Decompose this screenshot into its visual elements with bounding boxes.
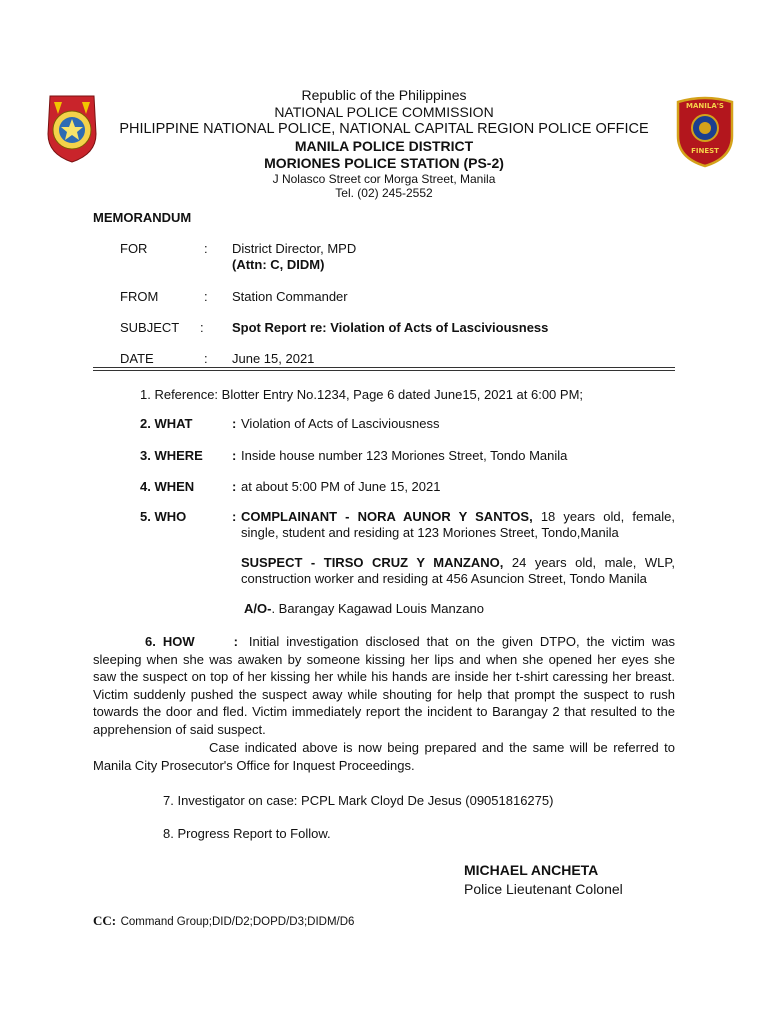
progress-line: 8. Progress Report to Follow. xyxy=(163,826,331,841)
header-tel: Tel. (02) 245-2552 xyxy=(335,186,433,200)
how-paragraph xyxy=(93,633,675,738)
signatory-rank: Police Lieutenant Colonel xyxy=(464,881,623,897)
from-label: FROM xyxy=(120,289,159,304)
header-address: J Nolasco Street cor Morga Street, Manila xyxy=(272,172,496,186)
complainant-desc: 18 years old, female, single, student and residing at 123 Moriones Street, Tondo,Manila xyxy=(241,509,675,540)
suspect-desc: 24 years old, male, WLP, construction worker and residing at 456 Asuncion Street, Tondo Manila xyxy=(241,555,675,586)
what-value: Violation of Acts of Lasciviousness xyxy=(241,416,440,431)
cc-line xyxy=(93,912,354,930)
when-colon: : xyxy=(232,479,237,494)
subject-colon: : xyxy=(200,320,204,335)
for-label: FOR xyxy=(120,241,148,256)
complainant-label: COMPLAINANT - xyxy=(241,509,350,524)
divider-top xyxy=(93,367,675,368)
for-colon: : xyxy=(204,241,208,256)
from-colon: : xyxy=(204,289,208,304)
complainant-name: NORA AUNOR Y SANTOS, xyxy=(357,509,533,524)
suspect-name: TIRSO CRUZ Y MANZANO, xyxy=(323,555,504,570)
where-label: 3. WHERE xyxy=(140,448,203,463)
investigator-line: 7. Investigator on case: PCPL Mark Cloyd De Jesus (09051816275) xyxy=(163,793,554,808)
suspect-block xyxy=(241,555,675,587)
how-text: Initial investigation disclosed that on the given DTPO, the victim was sleeping when she was awaken by someone kissing her lips and when she opened her eyes she saw the suspect on top of her kissing her while his hands are inside her t-shirt caressing her breast. Victim suddenly pushed the suspect away while shouting for help that prompt the suspect to rush towards the door and fled. Victim immediately report the incident to Barangay 2 that resulted to the apprehension of said suspect. xyxy=(93,634,675,737)
signatory-name: MICHAEL ANCHETA xyxy=(464,862,599,878)
memorandum-title: MEMORANDUM xyxy=(93,210,192,225)
cc-label: CC: xyxy=(93,913,117,928)
ao-value: . Barangay Kagawad Louis Manzano xyxy=(271,601,484,616)
header-station: MORIONES POLICE STATION (PS-2) xyxy=(264,155,504,171)
when-label: 4. WHEN xyxy=(140,479,195,494)
for-attn: (Attn: C, DIDM) xyxy=(232,257,325,272)
header-republic: Republic of the Philippines xyxy=(301,87,467,103)
where-value: Inside house number 123 Moriones Street, Tondo Manila xyxy=(241,448,568,463)
header-napolcom: NATIONAL POLICE COMMISSION xyxy=(274,104,494,120)
complainant-block xyxy=(241,509,675,541)
what-colon: : xyxy=(232,416,237,431)
when-value: at about 5:00 PM of June 15, 2021 xyxy=(241,479,441,494)
where-colon: : xyxy=(232,448,237,463)
suspect-label: SUSPECT - xyxy=(241,555,316,570)
date-colon: : xyxy=(204,351,208,366)
who-label: 5. WHO xyxy=(140,509,187,524)
how-colon: : xyxy=(233,634,238,649)
reference-line: 1. Reference: Blotter Entry No.1234, Page 6 dated June15, 2021 at 6:00 PM; xyxy=(140,387,584,402)
case-paragraph: Case indicated above is now being prepared and the same will be referred to Manila City Prosecutor's Office for Inquest Proceedings. xyxy=(93,740,675,773)
header-mpd: MANILA POLICE DISTRICT xyxy=(294,138,474,154)
how-label: 6. HOW xyxy=(145,634,195,649)
divider-bottom xyxy=(93,370,675,371)
for-value: District Director, MPD xyxy=(232,241,357,256)
date-label: DATE xyxy=(120,351,154,366)
subject-value: Spot Report re: Violation of Acts of Lasciviousness xyxy=(232,320,549,335)
header-pnp-ncrpo: PHILIPPINE NATIONAL POLICE, NATIONAL CAPITAL REGION POLICE OFFICE xyxy=(119,121,649,137)
svg-text:MANILA'S: MANILA'S xyxy=(686,102,724,110)
ao-label: A/O- xyxy=(244,601,272,616)
svg-text:FINEST: FINEST xyxy=(691,147,719,155)
cc-value: Command Group;DID/D2;DOPD/D3;DIDM/D6 xyxy=(120,916,355,928)
from-value: Station Commander xyxy=(232,289,348,304)
ao-line xyxy=(244,601,484,616)
what-label: 2. WHAT xyxy=(140,416,193,431)
who-colon: : xyxy=(232,509,237,524)
date-value: June 15, 2021 xyxy=(232,351,315,366)
subject-label: SUBJECT xyxy=(120,320,180,335)
